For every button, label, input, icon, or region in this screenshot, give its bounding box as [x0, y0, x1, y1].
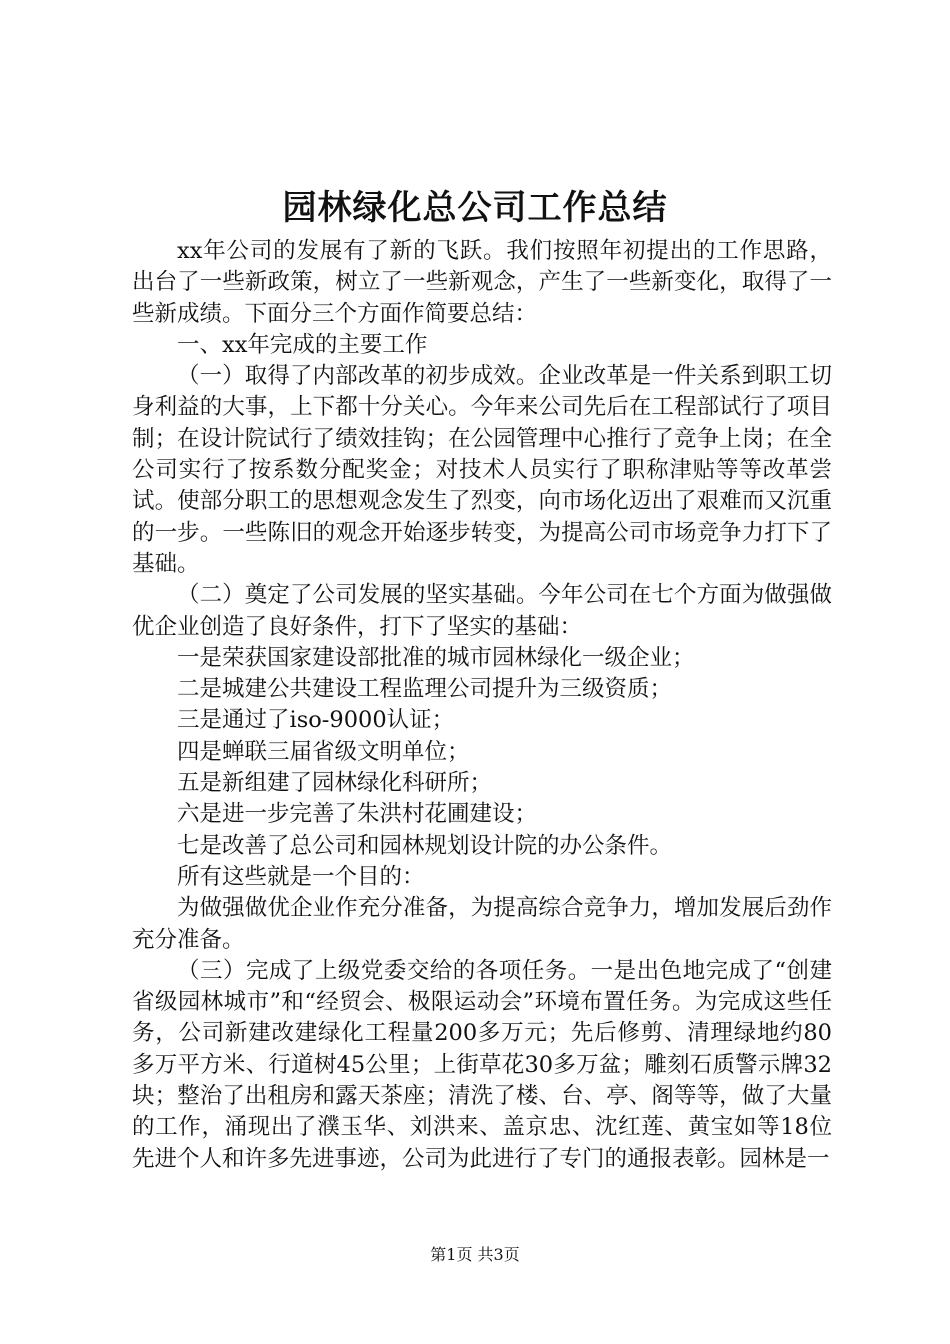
list-item-4: 四是蝉联三届省级文明单位；: [177, 738, 470, 765]
section-heading-main-work: 一、xx年完成的主要工作: [177, 331, 428, 358]
list-item-3: 三是通过了iso-9000认证；: [177, 707, 455, 734]
page-footer: 第1页 共3页: [430, 1245, 520, 1264]
paragraph-intro: xx年公司的发展有了新的飞跃。我们按照年初提出的工作思路，出台了一些新政策，树立了一些新观念，产生了一些新变化，取得了一些新成绩。下面分三个方面作简要总结：: [132, 238, 832, 327]
paragraph-purpose-lead: 所有这些就是一个目的：: [177, 863, 425, 890]
paragraph-reform: （一）取得了内部改革的初步成效。企业改革是一件关系到职工切身利益的大事，上下都十分关心。今年来公司先后在工程部试行了项目制；在设计院试行了绩效挂钩；在公园管理中心推行了竞争上岗；在全公司实行了按系数分配奖金；对技术人员实行了职称津贴等等改革尝试。使部分职工的思想观念发生了烈变，向市场化迈出了艰难而又沉重的一步。一些陈旧的观念开始逐步转变，为提高公司市场竞争力打下了基础。: [132, 363, 832, 577]
list-item-6: 六是进一步完善了朱洪村花圃建设；: [177, 801, 538, 828]
document-title: 园林绿化总公司工作总结: [282, 188, 668, 228]
list-item-2: 二是城建公共建设工程监理公司提升为三级资质；: [177, 676, 673, 703]
document-body: [132, 236, 832, 1175]
paragraph-tasks: （三）完成了上级党委交给的各项任务。一是出色地完成了“创建省级园林城市”和“经贸会、极限运动会”环境布置任务。为完成这些任务，公司新建改建绿化工程量200多万元；先后修剪、清理绿地约80多万平方米、行道树45公里；上街草花30多万盆；雕刻石质警示牌32块；整治了出租房和露天茶座；清洗了楼、台、亭、阁等等，做了大量的工作，涌现出了濮玉华、刘洪来、盖京忠、沈红莲、黄宝如等18位先进个人和许多先进事迹，公司为此进行了专门的通报表彰。园林是一: [132, 957, 832, 1172]
paragraph-foundation: （二）奠定了公司发展的坚实基础。今年公司在七个方面为做强做优企业创造了良好条件，打下了坚实的基础：: [132, 582, 832, 640]
list-item-7: 七是改善了总公司和园林规划设计院的办公条件。: [177, 832, 673, 859]
list-item-5: 五是新组建了园林绿化科研所；: [177, 770, 493, 797]
list-item-1: 一是荣获国家建设部批准的城市园林绿化一级企业；: [177, 644, 695, 671]
paragraph-purpose: 为做强做优企业作充分准备，为提高综合竞争力，增加发展后劲作充分准备。: [132, 895, 832, 953]
